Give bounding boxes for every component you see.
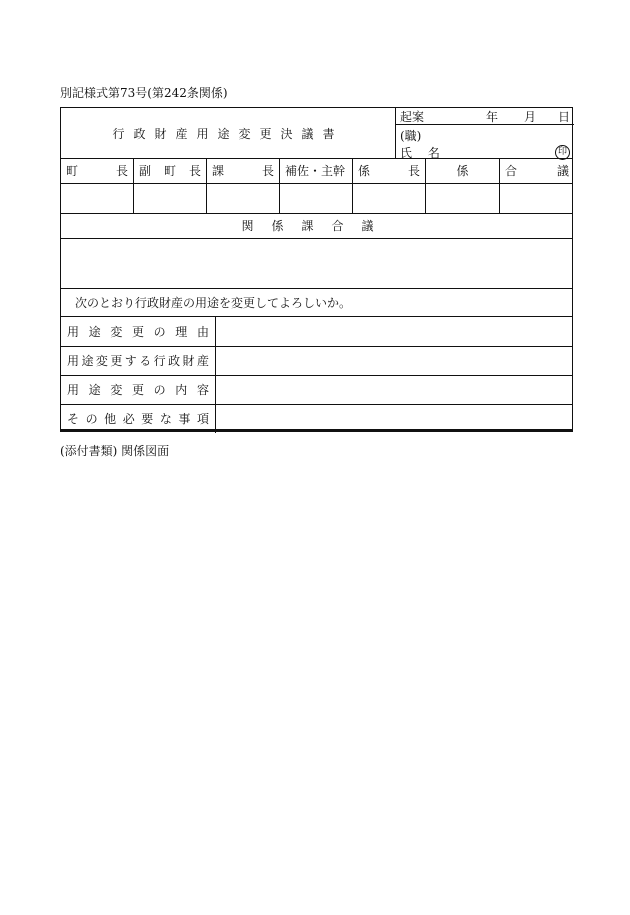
field-value-cell[interactable] <box>216 375 572 404</box>
approver-header-1 <box>61 158 134 183</box>
approver-header-4 <box>280 158 353 183</box>
name-label: 氏 名 <box>400 146 446 160</box>
field-value-cell[interactable] <box>216 404 572 433</box>
council-header-row <box>61 213 572 239</box>
month-label: 月 <box>523 109 536 124</box>
intro-row <box>61 288 572 317</box>
title-row <box>61 108 572 159</box>
day-label: 日 <box>557 109 570 124</box>
approver-stamp-box[interactable] <box>353 183 426 213</box>
field-value-cell[interactable] <box>216 346 572 375</box>
field-row <box>61 317 572 347</box>
post-label: (職) <box>400 129 422 143</box>
approver-header-5 <box>353 158 426 183</box>
drafter-block <box>396 108 574 158</box>
year-label: 年 <box>485 109 498 124</box>
approver-header-7 <box>500 158 574 183</box>
field-label: 用 途 変 更 す る 行 政 財 産 <box>67 354 209 368</box>
field-row <box>61 375 572 405</box>
drafted-label: 起案 <box>400 109 425 124</box>
approver-label: 係 長 <box>358 164 420 178</box>
approver-label: 係 <box>456 164 469 178</box>
seal-mark: 印 <box>555 145 570 160</box>
field-row <box>61 404 572 433</box>
attachments-note: (添付書類) 関係図面 <box>60 444 170 458</box>
approver-header-2 <box>134 158 207 183</box>
field-label: 用 途 変 更 の 理 由 <box>67 325 209 339</box>
intro-text: 次のとおり行政財産の用途を変更してよろしいか。 <box>75 295 352 310</box>
approver-header-row <box>61 158 572 184</box>
approver-stamp-box[interactable] <box>280 183 353 213</box>
approver-label: 町 長 <box>66 164 128 178</box>
council-area <box>61 238 572 289</box>
approver-header-3 <box>207 158 280 183</box>
form-title-cell <box>61 108 396 158</box>
field-label-cell <box>61 375 216 404</box>
approver-stamp-box[interactable] <box>61 183 134 213</box>
approver-header-6 <box>426 158 500 183</box>
council-label: 関係課合議 <box>241 219 392 233</box>
approver-label: 副 町 長 <box>139 164 201 178</box>
field-label-cell <box>61 346 216 375</box>
draft-date-line <box>396 108 574 125</box>
approver-label: 課 長 <box>212 164 274 178</box>
field-row <box>61 346 572 376</box>
form-title: 行政財産用途変更決議書 <box>112 126 344 141</box>
form-caption: 別記様式第73号(第242条関係) <box>60 86 228 100</box>
approver-stamp-box[interactable] <box>134 183 207 213</box>
field-value-cell[interactable] <box>216 317 572 346</box>
approver-stamp-box[interactable] <box>207 183 280 213</box>
field-label: 用 途 変 更 の 内 容 <box>67 383 209 397</box>
approver-label: 補佐・主幹 <box>285 164 346 178</box>
approver-label: 合 議 <box>505 164 569 178</box>
field-label-cell <box>61 317 216 346</box>
field-label-cell <box>61 404 216 433</box>
approver-stamp-box[interactable] <box>500 183 574 213</box>
approver-stamp-box[interactable] <box>426 183 500 213</box>
resolution-form <box>60 107 573 432</box>
approver-stamp-row <box>61 183 572 214</box>
field-label: そ の 他 必 要 な 事 項 <box>67 412 209 426</box>
